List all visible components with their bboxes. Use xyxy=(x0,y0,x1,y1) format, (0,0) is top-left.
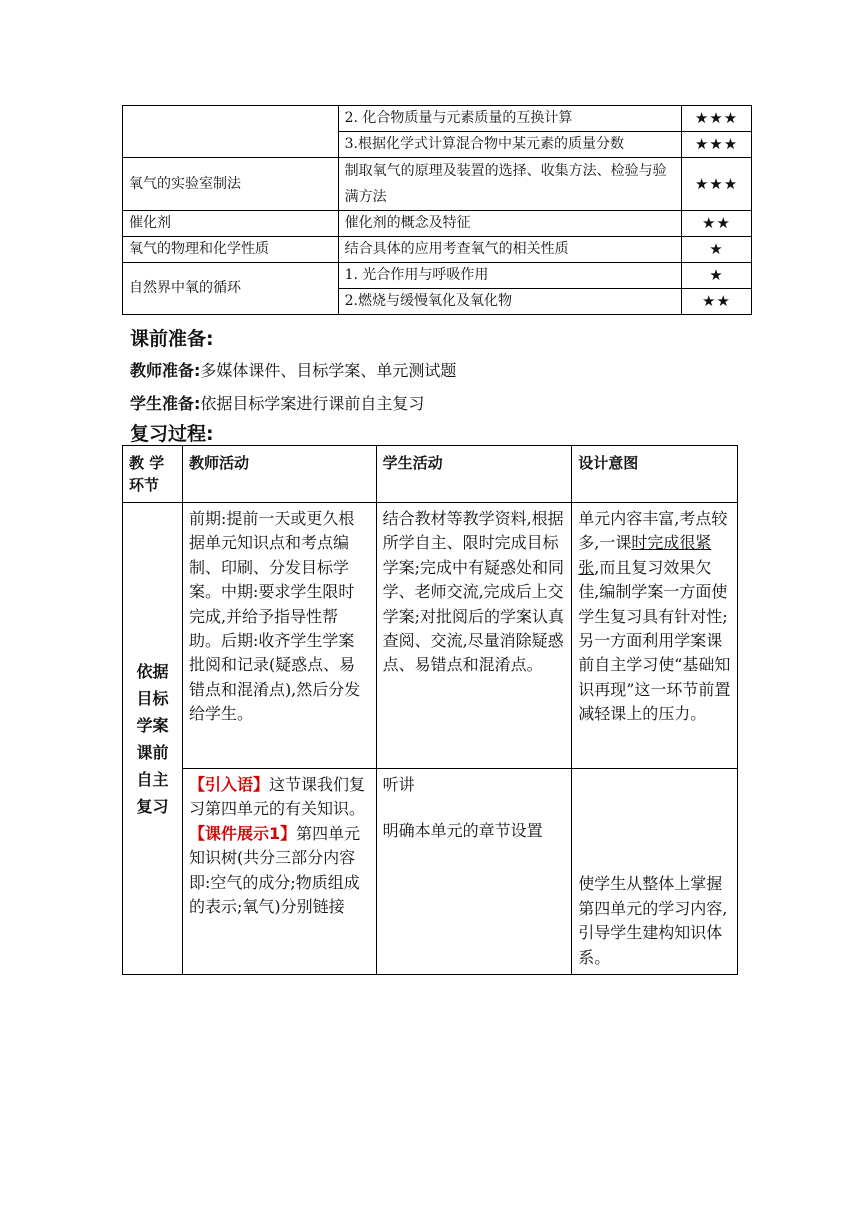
teacher-preparation xyxy=(130,358,456,381)
content-cell: 1. 光合作用与呼吸作用 xyxy=(338,263,681,289)
content-cell: 3.根据化学式计算混合物中某元素的质量分数 xyxy=(338,132,681,158)
review-process-table xyxy=(122,445,738,975)
star-rating: ★★★ xyxy=(682,106,752,132)
topic-cell xyxy=(123,106,339,158)
teacher-activity-cell xyxy=(182,769,376,975)
student-preparation xyxy=(130,391,424,414)
student-activity-cell: 结合教材等教学资料,根据所学自主、限时完成目标学案;完成中有疑惑处和同学、老师交流,完成后上交学案;对批阅后的学案认真查阅、交流,尽量消除疑惑点、易错点和混淆点。 xyxy=(376,503,572,769)
design-intent-cell xyxy=(572,503,738,769)
process-heading: 复习过程: xyxy=(130,423,214,445)
intro-tag: 【引入语】 xyxy=(188,775,269,794)
design-intent-cell: 使学生从整体上掌握第四单元的学习内容,引导学生建构知识体系。 xyxy=(572,769,738,975)
teacher-preparation-text: 多媒体课件、目标学案、单元测试题 xyxy=(200,361,457,380)
intent-text: ,而且复习效果欠佳,编制学案一方面使学生复习具有针对性;另一方面利用学案课前自主学习使“基础知识再现”这一环节前置减轻课上的压力。 xyxy=(578,557,731,724)
student-preparation-label: 学生准备: xyxy=(130,394,201,413)
intro-text: 这节课我们复习第四单元的有关知识。 xyxy=(188,775,365,819)
objectives-table xyxy=(122,105,752,315)
content-cell: 2. 化合物质量与元素质量的互换计算 xyxy=(338,106,681,132)
star-rating: ★★★ xyxy=(682,158,752,211)
topic-cell: 氧气的物理和化学性质 xyxy=(123,237,339,263)
star-rating: ★ xyxy=(682,263,752,289)
star-rating: ★★ xyxy=(682,289,752,315)
star-rating: ★ xyxy=(682,237,752,263)
content-cell: 催化剂的概念及特征 xyxy=(338,211,681,237)
intent-text: 单元内容丰富,考点较多,一课 xyxy=(578,509,728,553)
header-student-activity: 学生活动 xyxy=(376,446,572,503)
content-cell: 结合具体的应用考查氧气的相关性质 xyxy=(338,237,681,263)
header-stage: 教 学环节 xyxy=(123,446,183,503)
teacher-preparation-label: 教师准备: xyxy=(130,361,201,380)
student-activity-line: 明确本单元的章节设置 xyxy=(382,821,543,841)
header-design-intent: 设计意图 xyxy=(572,446,738,503)
topic-cell: 自然界中氧的循环 xyxy=(123,263,339,315)
star-rating: ★★ xyxy=(682,211,752,237)
student-activity-cell xyxy=(376,769,572,975)
slide-tag: 【课件展示1】 xyxy=(188,823,297,843)
section-label: 依据目标学案课前自主复习 xyxy=(123,503,183,975)
preparation-heading: 课前准备: xyxy=(130,328,214,350)
student-preparation-text: 依据目标学案进行课前自主复习 xyxy=(200,394,425,413)
intent-underlined-text: 时完成很紧张 xyxy=(578,533,712,577)
topic-cell: 催化剂 xyxy=(123,211,339,237)
teacher-activity-cell: 前期:提前一天或更久根据单元知识点和考点编制、印刷、分发目标学案。中期:要求学生限时完成,并给予指导性帮助。后期:收齐学生学案批阅和记录(疑惑点、易错点和混淆点),然后分发给学生。 xyxy=(182,503,376,769)
content-cell: 制取氧气的原理及装置的选择、收集方法、检验与验满方法 xyxy=(338,158,681,211)
topic-cell: 氧气的实验室制法 xyxy=(123,158,339,211)
content-cell: 2.燃烧与缓慢氧化及氧化物 xyxy=(338,289,681,315)
slide-text: 第四单元知识树(共分三部分内容即:空气的成分;物质组成的表示;氧气)分别链接 xyxy=(188,823,361,917)
student-activity-line: 听讲 xyxy=(382,775,415,794)
header-teacher-activity: 教师活动 xyxy=(182,446,376,503)
star-rating: ★★★ xyxy=(682,132,752,158)
